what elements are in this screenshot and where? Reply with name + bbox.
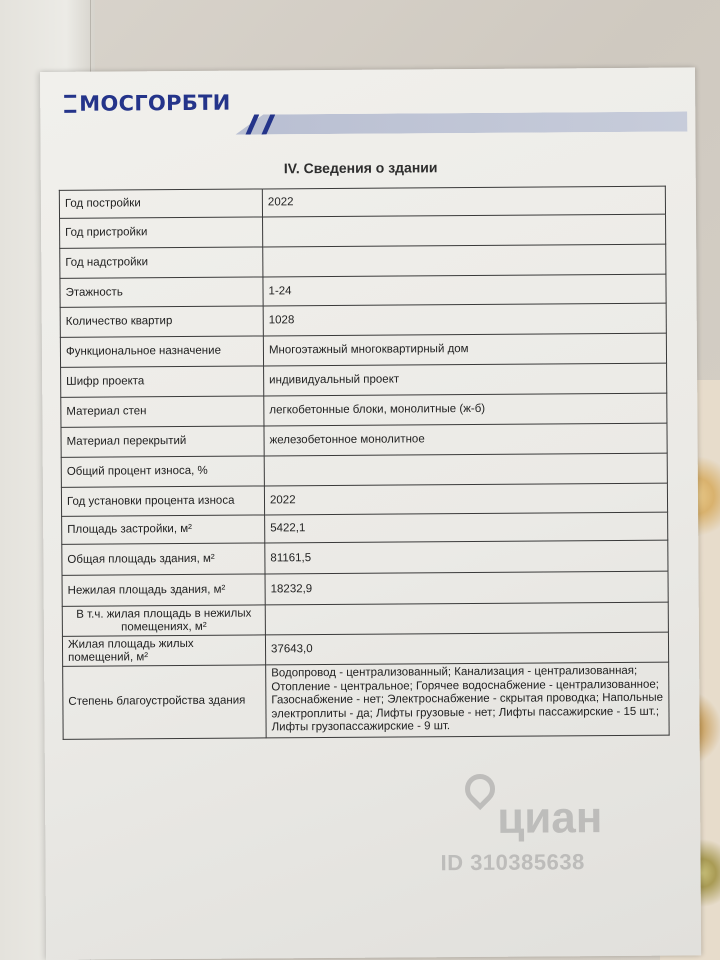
building-info-table — [59, 186, 670, 740]
row-value — [263, 244, 666, 277]
row-label: Количество квартир — [60, 306, 263, 337]
row-label: Жилая площадь жилых помещений, м² — [62, 635, 265, 666]
table-row — [61, 453, 667, 487]
row-value: железобетонное монолитное — [264, 423, 667, 456]
row-value: индивидуальный проект — [264, 363, 667, 396]
watermark-brand: циан — [497, 793, 603, 843]
table-row — [61, 393, 667, 427]
row-label: Общая площадь здания, м² — [62, 543, 265, 575]
row-value: Многоэтажный многоквартирный дом — [263, 333, 666, 366]
section-title: IV. Сведения о здании — [283, 159, 438, 177]
row-value: легкобетонные блоки, монолитные (ж-б) — [264, 393, 667, 426]
watermark-id: ID 310385638 — [440, 849, 585, 876]
row-label: Функциональное назначение — [60, 336, 263, 367]
header-band — [235, 111, 687, 134]
table-row — [61, 423, 667, 457]
row-value: 1-24 — [263, 274, 666, 306]
row-label: Степень благоустройства здания — [63, 665, 267, 739]
table-row — [59, 186, 665, 218]
location-pin-icon — [459, 768, 501, 810]
row-value: 81161,5 — [265, 540, 668, 574]
row-value: 1028 — [263, 303, 666, 336]
row-label: Год надстройки — [60, 247, 263, 278]
row-value: 2022 — [262, 186, 665, 217]
logo-text: МОСГОРБТИ — [79, 90, 231, 116]
row-label: В т.ч. жилая площадь в нежилых помещениях, м² — [62, 605, 265, 636]
document-page — [40, 67, 701, 960]
table-row — [60, 244, 666, 278]
mosgorbti-logo — [64, 91, 231, 116]
row-value — [263, 214, 666, 247]
row-label: Год установки процента износа — [61, 486, 264, 516]
row-value: 18232,9 — [265, 571, 668, 605]
row-label: Нежилая площадь здания, м² — [62, 574, 265, 606]
row-value: Водопровод - централизованный; Канализация - централизованная; Отопление - центральное; Горячее водоснабжение - централизованное; Газоснабжение - нет; Электроснабжение - скрытая проводка; Напольные электроплиты - да; Лифты грузовые - нет; Лифты пассажирские - 15 шт.; Лифты грузопассажирские - 9 шт. — [266, 662, 669, 737]
table-row — [60, 274, 666, 307]
row-label: Общий процент износа, % — [61, 456, 264, 487]
table-row — [60, 303, 666, 337]
table-row — [62, 512, 668, 544]
table-row — [60, 214, 666, 248]
table-row — [61, 363, 667, 397]
row-label: Этажность — [60, 277, 263, 307]
row-label: Шифр проекта — [61, 366, 264, 397]
row-value: 2022 — [264, 483, 667, 515]
table-row — [63, 662, 669, 739]
row-label: Материал перекрытий — [61, 426, 264, 457]
table-row — [62, 602, 668, 636]
row-value — [264, 453, 667, 486]
row-value — [265, 602, 668, 635]
table-row — [60, 333, 666, 367]
table-row — [62, 571, 668, 606]
row-value: 37643,0 — [265, 632, 668, 665]
logo-mark-icon — [64, 95, 76, 113]
table-row — [61, 483, 667, 516]
row-label: Площадь застройки, м² — [62, 515, 265, 544]
row-label: Год пристройки — [60, 217, 263, 248]
table-row — [62, 632, 668, 666]
table-row — [62, 540, 668, 575]
row-label: Год постройки — [59, 189, 262, 218]
row-value: 5422,1 — [265, 512, 668, 543]
row-label: Материал стен — [61, 396, 264, 427]
